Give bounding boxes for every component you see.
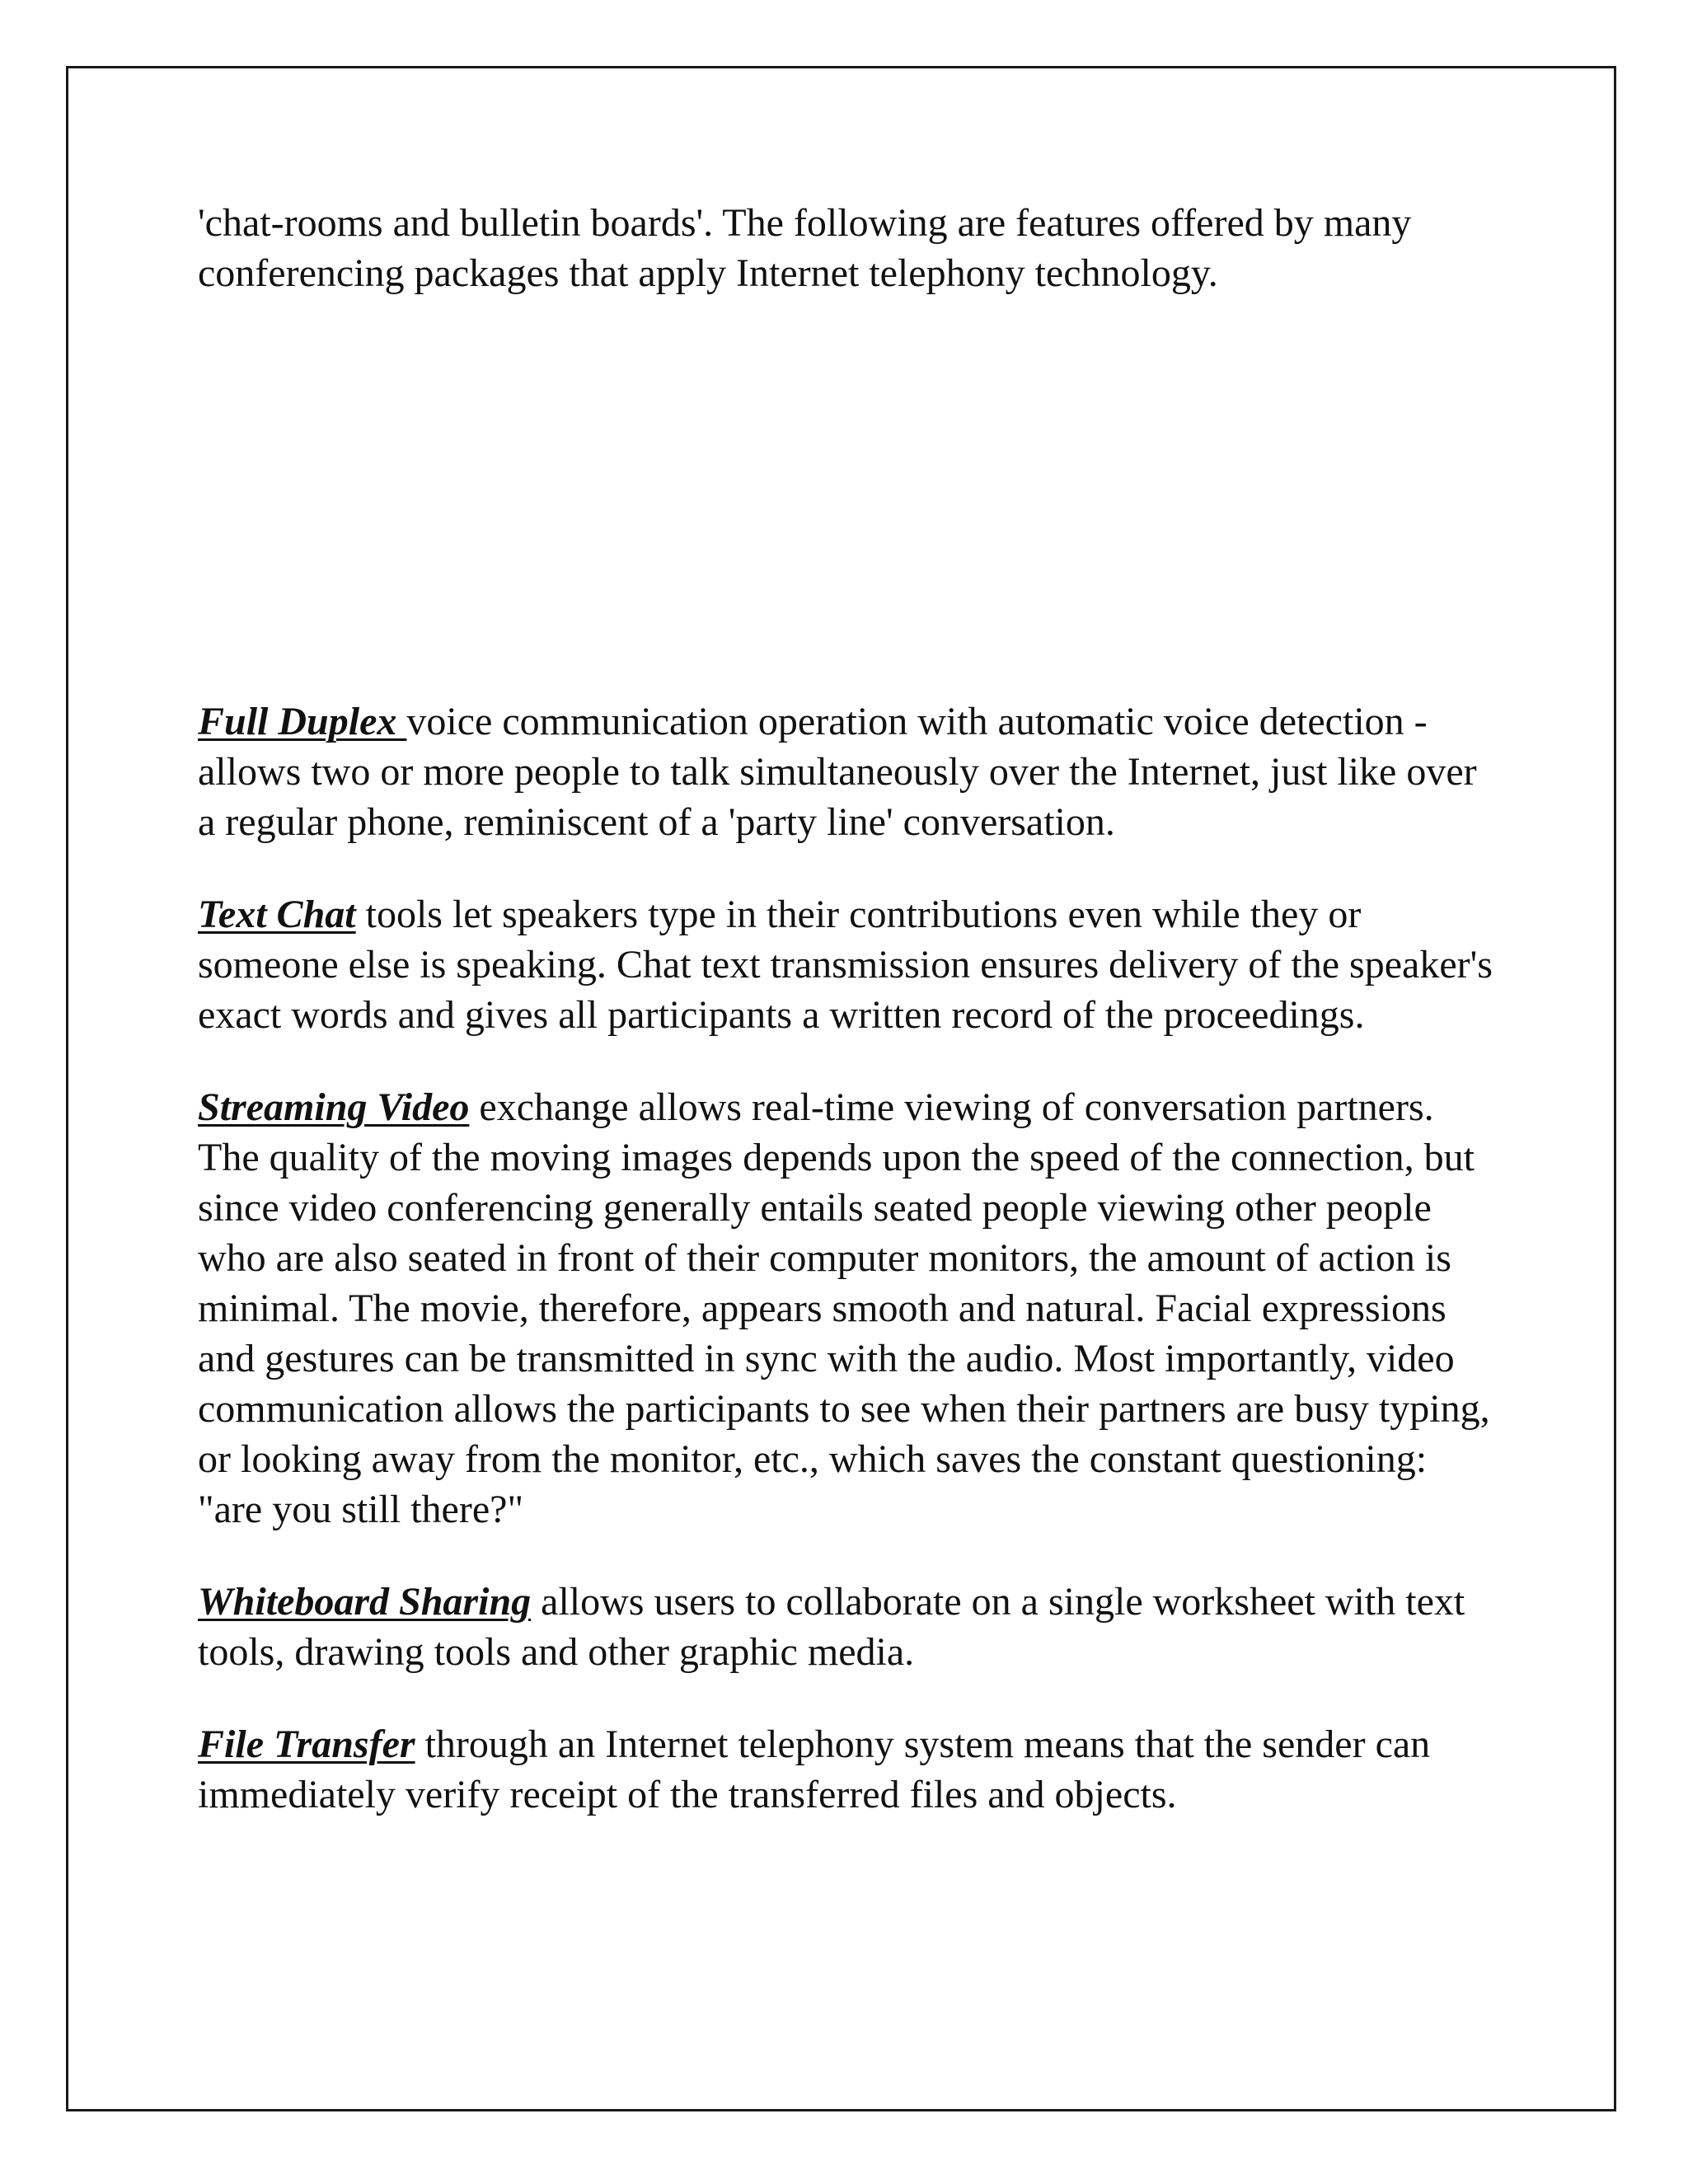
feature-description: tools let speakers type in their contributions even while they or someone else is speaking. Chat text transmission ensures delivery of the speaker's exact words and gives all participants a written record of the proceedings. [198,893,1493,1037]
feature-whiteboard-sharing [198,1577,1500,1677]
intro-paragraph [198,198,1500,298]
features-list [198,696,1500,1862]
intro-text: 'chat-rooms and bulletin boards'. The following are features offered by many conferencing packages that apply Internet telephony technology. [198,201,1412,295]
feature-description: voice communication operation with automatic voice detection - allows two or more people to talk simultaneously over the Internet, just like over a regular phone, reminiscent of a 'party line' conversation. [198,700,1477,844]
feature-term: Text Chat [198,893,356,936]
feature-description: allows users to collaborate on a single worksheet with text tools, drawing tools and other graphic media. [198,1580,1465,1674]
feature-term: Streaming Video [198,1085,470,1129]
feature-term: Whiteboard Sharing [198,1580,532,1624]
feature-file-transfer [198,1719,1500,1820]
feature-full-duplex [198,696,1500,847]
feature-text-chat [198,889,1500,1040]
feature-description: through an Internet telephony system means that the sender can immediately verify receipt of the transferred files and objects. [198,1722,1431,1816]
feature-term: Full Duplex [198,700,407,743]
intro-section [198,198,1500,340]
feature-streaming-video [198,1082,1500,1535]
feature-term: File Transfer [198,1722,415,1766]
feature-description: exchange allows real-time viewing of conversation partners. The quality of the moving images depends upon the speed of the connection, but since video conferencing generally entails seated people viewing other people who are also seated in front of their computer monitors, the amount of action is minimal. The movie, therefore, appears smooth and natural. Facial expressions and gestures can be transmitted in sync with the audio. Most importantly, video communication allows the participants to see when their partners are busy typing, or looking away from the monitor, etc., which saves the constant questioning: "are you still there?" [198,1085,1490,1531]
